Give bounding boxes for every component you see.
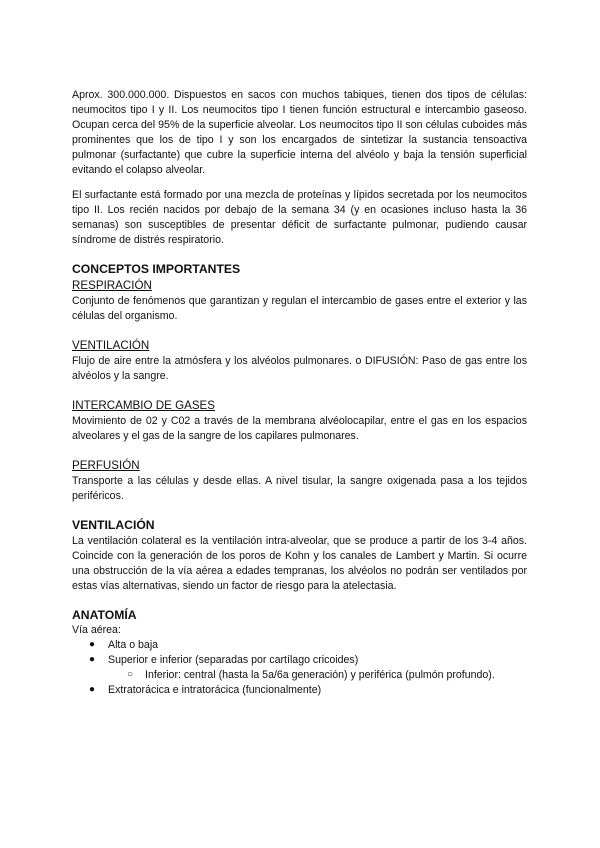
intro-paragraph: Aprox. 300.000.000. Dispuestos en sacos con muchos tabiques, tienen dos tipos de células: neumocitos tipo I y II. Los neumocitos tipo I tienen función estructural e intercambio gaseoso. Ocupan cerca del 95% de la superficie alveolar. Los neumocitos tipo II son células cuboides más prominentes que los de tipo I y son los encargados de sintetizar la sustancia tensoactiva pulmonar (surfactante) que cubre la superficie interna del alvéolo y baja la tensión superficial evitando el colapso alveolar. bbox=[72, 89, 527, 176]
list-item: Alta o baja bbox=[108, 639, 159, 651]
perfusion-text: Transporte a las células y desde ellas. A nivel tisular, la sangre oxigenada pasa a los tejidos periféricos. bbox=[72, 475, 527, 502]
respiracion-text: Conjunto de fenómenos que garantizan y regulan el intercambio de gases entre el exterior y las células del organismo. bbox=[72, 295, 527, 322]
surfactant-paragraph: El surfactante está formado por una mezcla de proteínas y lípidos secretada por los neumocitos tipo II. Los recién nacidos por debajo de la semana 34 (y en ocasiones incluso hasta la 36 semanas) son susceptibles de presentar déficit de surfactante pulmonar, pudiendo causar síndrome de distrés respiratorio. bbox=[72, 189, 527, 246]
list-item: Extratorácica e intratorácica (funcionalmente) bbox=[108, 684, 322, 696]
ventilacion-section-text: La ventilación colateral es la ventilación intra-alveolar, que se produce a partir de los 3-4 años. Coincide con la generación de los poros de Kohn y los canales de Lambert y Martin. Si ocurre una obstrucción de la vía aérea a edades tempranas, los alvéolos no podrán ser ventilados por estas vías alternativas, siendo un factor de riesgo para la atelectasia. bbox=[72, 535, 527, 592]
ventilacion-title: VENTILACIÓN bbox=[72, 339, 150, 352]
ventilacion-heading: VENTILACIÓN bbox=[72, 518, 155, 532]
list-item: Superior e inferior (separadas por cartílago cricoides) bbox=[108, 654, 359, 666]
via-aerea-label: Vía aérea: bbox=[72, 624, 121, 636]
hollow-bullet-icon: ○ bbox=[127, 669, 134, 680]
list-subitem: Inferior: central (hasta la 5a/6a generación) y periférica (pulmón profundo). bbox=[145, 669, 495, 681]
anatomia-heading: ANATOMÍA bbox=[72, 608, 137, 622]
bullet-icon: ● bbox=[89, 654, 96, 665]
intercambio-title: INTERCAMBIO DE GASES bbox=[72, 399, 216, 412]
bullet-icon: ● bbox=[89, 684, 96, 695]
bullet-icon: ● bbox=[89, 639, 96, 650]
ventilacion-text: Flujo de aire entre la atmósfera y los alvéolos pulmonares. o DIFUSIÓN: Paso de gas entre los alvéolos y la sangre. bbox=[72, 355, 527, 382]
intercambio-text: Movimiento de 02 y C02 a través de la membrana alvéolocapilar, entre el gas en los espacios alveolares y el gas de la sangre de los capilares pulmonares. bbox=[72, 415, 527, 442]
perfusion-title: PERFUSIÓN bbox=[72, 459, 140, 472]
conceptos-heading: CONCEPTOS IMPORTANTES bbox=[72, 262, 241, 276]
respiracion-title: RESPIRACIÓN bbox=[72, 279, 152, 292]
